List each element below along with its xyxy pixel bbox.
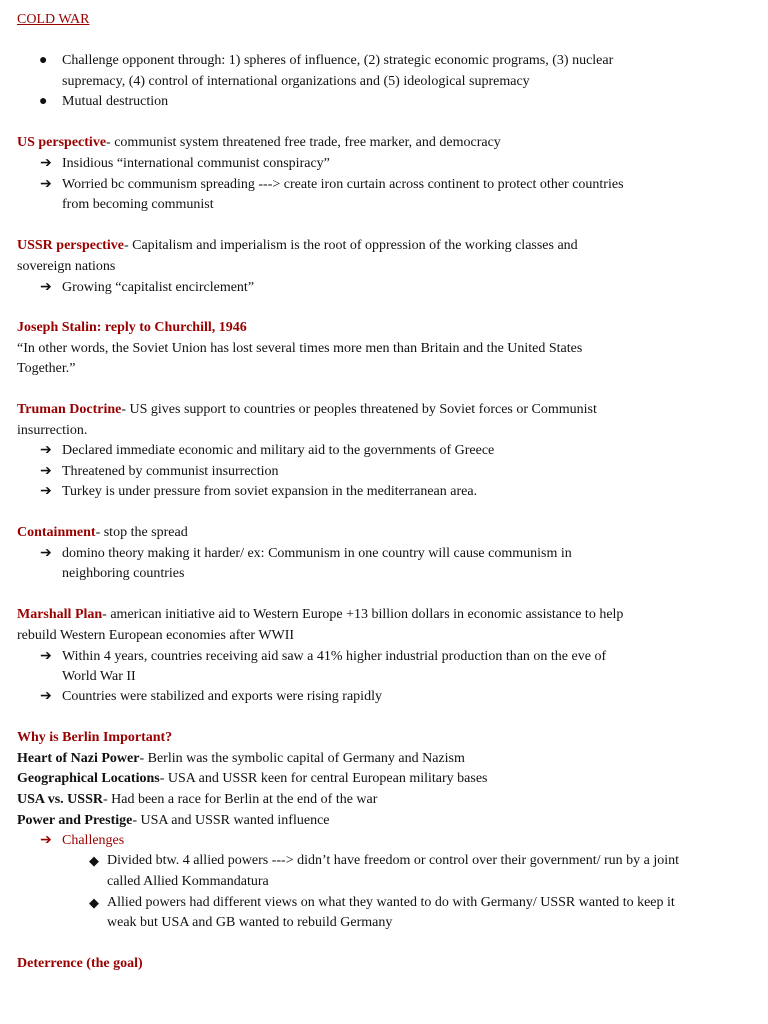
- truman-text: - US gives support to countries or peoples threatened by Soviet forces or Communist: [121, 402, 597, 417]
- marshall-text: - american initiative aid to Western Europe +13 billion dollars in economic assistance to help: [102, 607, 624, 622]
- arrow-icon: ➔: [40, 833, 52, 848]
- marshall-heading: Marshall Plan: [17, 607, 103, 622]
- arrow-icon: ➔: [40, 177, 52, 192]
- marshall-point-2: Countries were stabilized and exports were rising rapidly: [62, 689, 382, 704]
- berlin-row-1-label: Heart of Nazi Power: [17, 751, 140, 766]
- arrow-icon: ➔: [40, 280, 52, 295]
- stalin-heading: Joseph Stalin: reply to Churchill, 1946: [17, 320, 247, 335]
- berlin-heading: Why is Berlin Important?: [17, 730, 173, 745]
- diamond-icon: ◆: [89, 895, 99, 910]
- challenge-2: Allied powers had different views on what they wanted to do with Germany/ USSR wanted to keep it: [107, 895, 675, 910]
- berlin-row-3-text: - Had been a race for Berlin at the end of the war: [102, 792, 378, 807]
- truman-heading: Truman Doctrine: [17, 402, 122, 417]
- deterrence-heading: Deterrence (the goal): [17, 956, 143, 971]
- berlin-row-2: [17, 769, 488, 789]
- document-title: COLD WAR: [17, 12, 90, 27]
- ussr-perspective-heading: USSR perspective: [17, 238, 124, 253]
- us-point-1: Insidious “international communist conspiracy”: [62, 156, 330, 171]
- truman-point-3: Turkey is under pressure from soviet expansion in the mediterranean area.: [62, 484, 478, 499]
- marshall-cont: rebuild Western European economies after WWII: [17, 628, 295, 643]
- ussr-point-1: Growing “capitalist encirclement”: [62, 280, 255, 295]
- ussr-perspective-text: - Capitalism and imperialism is the root of oppression of the working classes and: [123, 238, 578, 253]
- us-perspective-heading: US perspective: [17, 135, 107, 150]
- berlin-row-4: [17, 811, 330, 831]
- containment-heading: Containment: [17, 525, 96, 540]
- challenge-1-cont: called Allied Kommandatura: [107, 874, 269, 889]
- challenge-1: Divided btw. 4 allied powers ---> didn’t have freedom or control over their government/ run by a joint: [107, 853, 680, 868]
- berlin-row-4-text: - USA and USSR wanted influence: [132, 813, 330, 828]
- us-point-2: Worried bc communism spreading ---> create iron curtain across continent to protect other countries: [62, 177, 624, 192]
- intro-bullet-1-cont: supremacy, (4) control of international organizations and (5) ideological supremacy: [62, 74, 530, 89]
- challenge-2-cont: weak but USA and GB wanted to rebuild Germany: [107, 915, 393, 930]
- berlin-row-4-label: Power and Prestige: [17, 813, 133, 828]
- ussr-perspective-cont: sovereign nations: [17, 259, 116, 274]
- truman-cont: insurrection.: [17, 423, 88, 438]
- us-perspective-text: - communist system threatened free trade, free marker, and democracy: [106, 135, 501, 150]
- arrow-icon: ➔: [40, 546, 52, 561]
- truman-line: [17, 400, 597, 420]
- diamond-icon: ◆: [89, 853, 99, 868]
- stalin-quote: “In other words, the Soviet Union has lost several times more men than Britain and the United States: [17, 341, 583, 356]
- containment-point-1: domino theory making it harder/ ex: Communism in one country will cause communism in: [62, 546, 572, 561]
- berlin-row-3: [17, 790, 377, 810]
- arrow-icon: ➔: [40, 443, 52, 458]
- arrow-icon: ➔: [40, 484, 52, 499]
- berlin-row-2-text: - USA and USSR keen for central European military bases: [159, 771, 488, 786]
- arrow-icon: ➔: [40, 649, 52, 664]
- arrow-icon: ➔: [40, 464, 52, 479]
- berlin-row-3-label: USA vs. USSR: [17, 792, 103, 807]
- marshall-point-1: Within 4 years, countries receiving aid saw a 41% higher industrial production than on the eve of: [62, 649, 607, 664]
- bullet-icon: ●: [39, 53, 48, 68]
- berlin-row-1: [17, 749, 465, 769]
- us-perspective-line: [17, 133, 501, 153]
- arrow-icon: ➔: [40, 156, 52, 171]
- us-point-2-cont: from becoming communist: [62, 197, 214, 212]
- marshall-line: [17, 605, 623, 625]
- marshall-point-1-cont: World War II: [62, 669, 136, 684]
- truman-point-2: Threatened by communist insurrection: [62, 464, 279, 479]
- arrow-icon: ➔: [40, 689, 52, 704]
- ussr-perspective-line: [17, 236, 578, 256]
- bullet-icon: ●: [39, 94, 48, 109]
- intro-bullet-1: Challenge opponent through: 1) spheres of influence, (2) strategic economic programs, (3) nuclear: [62, 53, 614, 68]
- berlin-row-2-label: Geographical Locations: [17, 771, 160, 786]
- truman-point-1: Declared immediate economic and military aid to the governments of Greece: [62, 443, 495, 458]
- berlin-challenges: Challenges: [62, 833, 125, 848]
- berlin-row-1-text: - Berlin was the symbolic capital of Germany and Nazism: [139, 751, 465, 766]
- stalin-quote-cont: Together.”: [17, 361, 76, 376]
- containment-line: [17, 523, 188, 543]
- containment-text: - stop the spread: [95, 525, 188, 540]
- intro-bullet-2: Mutual destruction: [62, 94, 169, 109]
- containment-point-1-cont: neighboring countries: [62, 566, 185, 581]
